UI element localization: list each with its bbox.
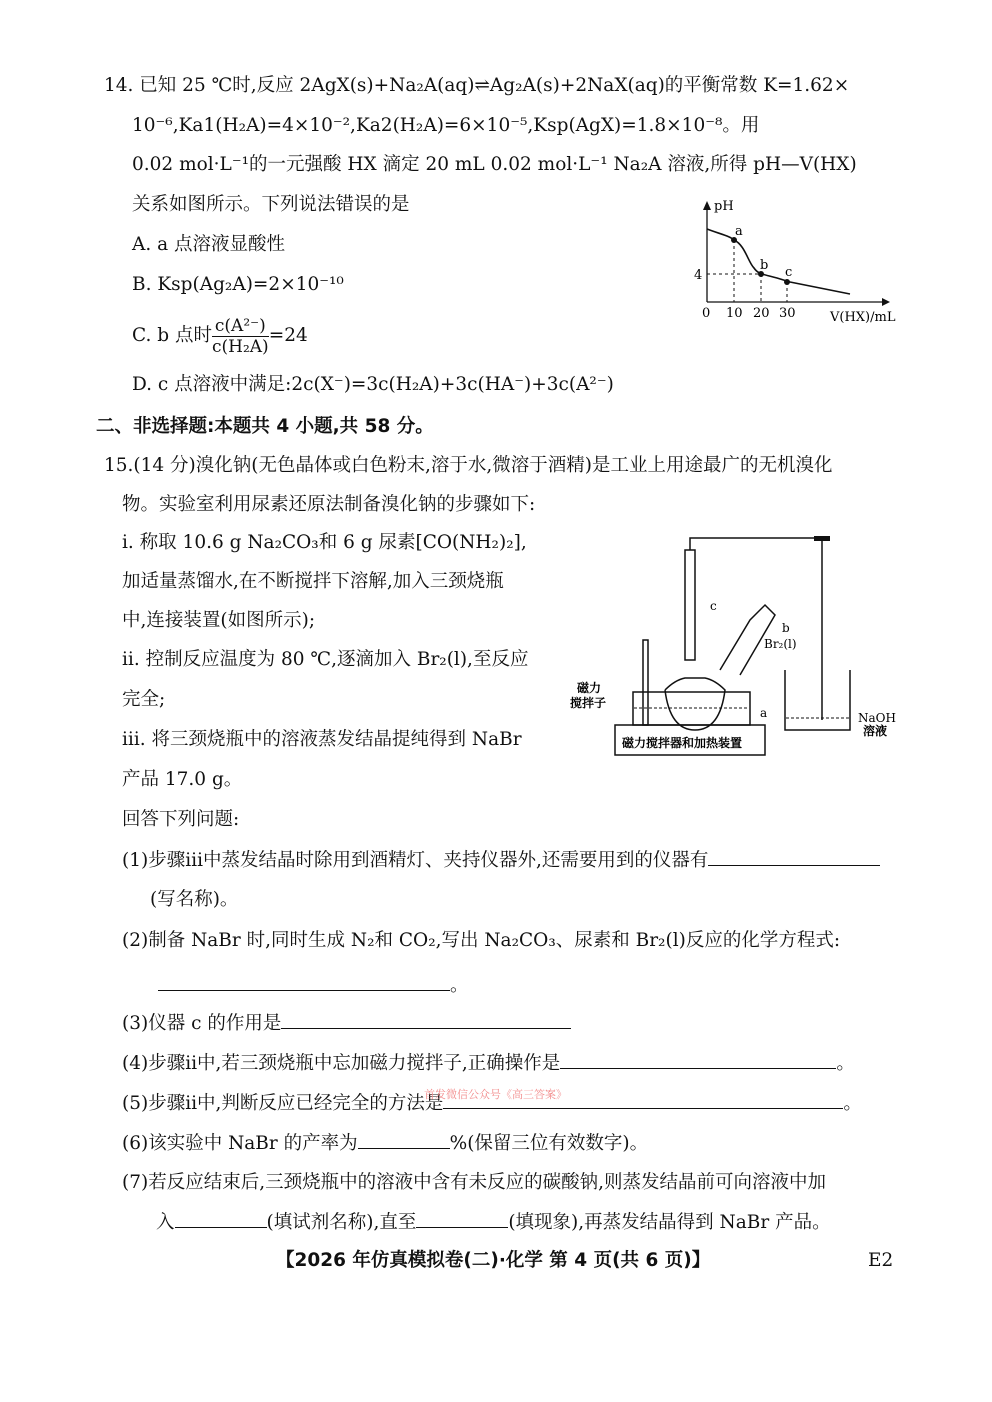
q14-line3: 0.02 mol·L⁻¹的一元强酸 HX 滴定 20 mL 0.02 mol·L⁻¹ Na₂A 溶液,所得 pH—V(HX) [132, 154, 857, 175]
q15-line2: 物。实验室利用尿素还原法制备溴化钠的步骤如下: [122, 494, 536, 515]
step2-line1: ⅱ. 控制反应温度为 80 ℃,逐滴加入 Br₂(l),至反应 [122, 649, 529, 670]
y-axis-arrow [703, 201, 711, 210]
watermark: 首发微信公众号《高三答案》 [424, 1088, 567, 1101]
thermometer [643, 640, 648, 725]
label-base: 磁力搅拌器和加热装置 [622, 736, 743, 750]
apparatus-diagram [560, 530, 910, 760]
label-a: a [760, 706, 768, 720]
part3 [122, 1010, 571, 1037]
label-b: b [760, 258, 769, 273]
step1-line3: 中,连接装置(如图所示); [122, 610, 316, 631]
part7-line1: (7)若反应结束后,三颈烧瓶中的溶液中含有未反应的碳酸钠,则蒸发结晶前可向溶液中加 [122, 1172, 826, 1193]
section-2-heading: 二、非选择题:本题共 4 小题,共 58 分。 [96, 416, 434, 437]
q14-option-b: B. Ksp(Ag₂A)=2×10⁻¹⁰ [132, 274, 344, 295]
part3-text: (3)仪器 c 的作用是 [122, 1013, 282, 1034]
part5-end: 。 [843, 1093, 862, 1114]
tube-joint [814, 536, 830, 541]
part5-text: (5)步骤ⅱ中,判断反应已经完全的方法是 [122, 1093, 444, 1114]
part6-suffix: %(保留三位有效数字)。 [449, 1133, 649, 1154]
part7-line2 [156, 1209, 831, 1236]
y-tick-4: 4 [694, 268, 703, 283]
q15-line1: 15.(14 分)溴化钠(无色晶体或白色粉末,溶于水,微溶于酒精)是工业上用途最广的无机溴化 [104, 455, 833, 476]
step3-line2: 产品 17.0 g。 [122, 769, 243, 790]
answer-blank-7b[interactable] [416, 1209, 508, 1228]
part7-middle: (填试剂名称),直至 [266, 1212, 417, 1233]
part2-line2 [158, 972, 469, 999]
part1-text: (1)步骤ⅲ中蒸发结晶时除用到酒精灯、夹持仪器外,还需要用到的仪器有 [122, 850, 709, 871]
part1-line2: (写名称)。 [150, 889, 239, 910]
three-neck-flask [665, 678, 725, 730]
footer-code: E2 [868, 1250, 894, 1271]
part7-suffix: (填现象),再蒸发结晶得到 NaBr 产品。 [508, 1212, 831, 1233]
condenser-c [685, 550, 695, 660]
label-c: c [785, 265, 793, 280]
label-br2: Br₂(l) [764, 637, 797, 651]
answer-blank-4[interactable] [560, 1050, 836, 1069]
answer-blank-7a[interactable] [175, 1209, 267, 1228]
x-axis-arrow [882, 298, 890, 306]
x-axis-label: V(HX)/mL [830, 310, 896, 325]
part6-text: (6)该实验中 NaBr 的产率为 [122, 1133, 358, 1154]
x-tick-20: 20 [753, 306, 770, 321]
x-tick-0: 0 [702, 306, 711, 321]
answer-blank-6[interactable] [358, 1130, 450, 1149]
q14-option-a: A. a 点溶液显酸性 [132, 234, 286, 255]
label-naoh-2: 溶液 [863, 724, 888, 738]
answer-heading: 回答下列问题: [122, 809, 240, 830]
step1-line2: 加适量蒸馏水,在不断搅拌下溶解,加入三颈烧瓶 [122, 571, 504, 592]
answer-blank-3[interactable] [281, 1010, 571, 1029]
part6 [122, 1130, 648, 1157]
ph-titration-chart [690, 190, 920, 330]
label-naoh-1: NaOH [858, 711, 896, 725]
q14-line2: 10⁻⁶,Ka1(H₂A)=4×10⁻²,Ka2(H₂A)=6×10⁻⁵,Ksp(AgX)=1.8×10⁻⁸。用 [132, 115, 760, 136]
y-axis-label: pH [714, 199, 734, 214]
part4-end: 。 [836, 1053, 855, 1074]
q14-option-d: D. c 点溶液中满足:2c(X⁻)=3c(H₂A)+3c(HA⁻)+3c(A²⁻) [132, 374, 614, 395]
option-c-prefix: C. b 点时 [132, 325, 212, 346]
label-c: c [710, 599, 717, 613]
answer-blank-1[interactable] [708, 847, 880, 866]
x-tick-30: 30 [779, 306, 796, 321]
footer-title: 【2026 年仿真模拟卷(二)·化学 第 4 页(共 6 页)】 [276, 1250, 711, 1271]
q14-option-c [132, 314, 308, 358]
label-b: b [782, 621, 790, 635]
fraction-denominator: c(H₂A) [211, 336, 269, 357]
part1-line1 [122, 847, 880, 874]
part2-line1: (2)制备 NaBr 时,同时生成 N₂和 CO₂,写出 Na₂CO₃、尿素和 Br₂(l)反应的化学方程式: [122, 930, 841, 951]
option-c-fraction [212, 316, 269, 357]
option-c-suffix: =24 [268, 325, 308, 346]
label-a: a [735, 224, 743, 239]
q14-line1: 14. 已知 25 ℃时,反应 2AgX(s)+Na₂A(aq)⇌Ag₂A(s)+2NaX(aq)的平衡常数 K=1.62× [104, 75, 850, 96]
beaker [785, 670, 850, 730]
part4 [122, 1050, 855, 1077]
step3-line1: ⅲ. 将三颈烧瓶中的溶液蒸发结晶提纯得到 NaBr [122, 729, 522, 750]
x-tick-10: 10 [726, 306, 743, 321]
part2-end: 。 [450, 975, 469, 996]
fraction-numerator: c(A²⁻) [212, 316, 269, 337]
step1-line1: ⅰ. 称取 10.6 g Na₂CO₃和 6 g 尿素[CO(NH₂)₂], [122, 532, 527, 553]
part4-text: (4)步骤ⅱ中,若三颈烧瓶中忘加磁力搅拌子,正确操作是 [122, 1053, 561, 1074]
q14-line4: 关系如图所示。下列说法错误的是 [132, 194, 410, 215]
label-stirbar-1: 磁力 [577, 681, 602, 695]
part7-prefix: 入 [156, 1212, 175, 1233]
label-stirbar-2: 搅拌子 [570, 696, 607, 710]
answer-blank-2[interactable] [158, 972, 450, 991]
ph-curve [707, 229, 850, 294]
step2-line2: 完全; [122, 689, 166, 710]
